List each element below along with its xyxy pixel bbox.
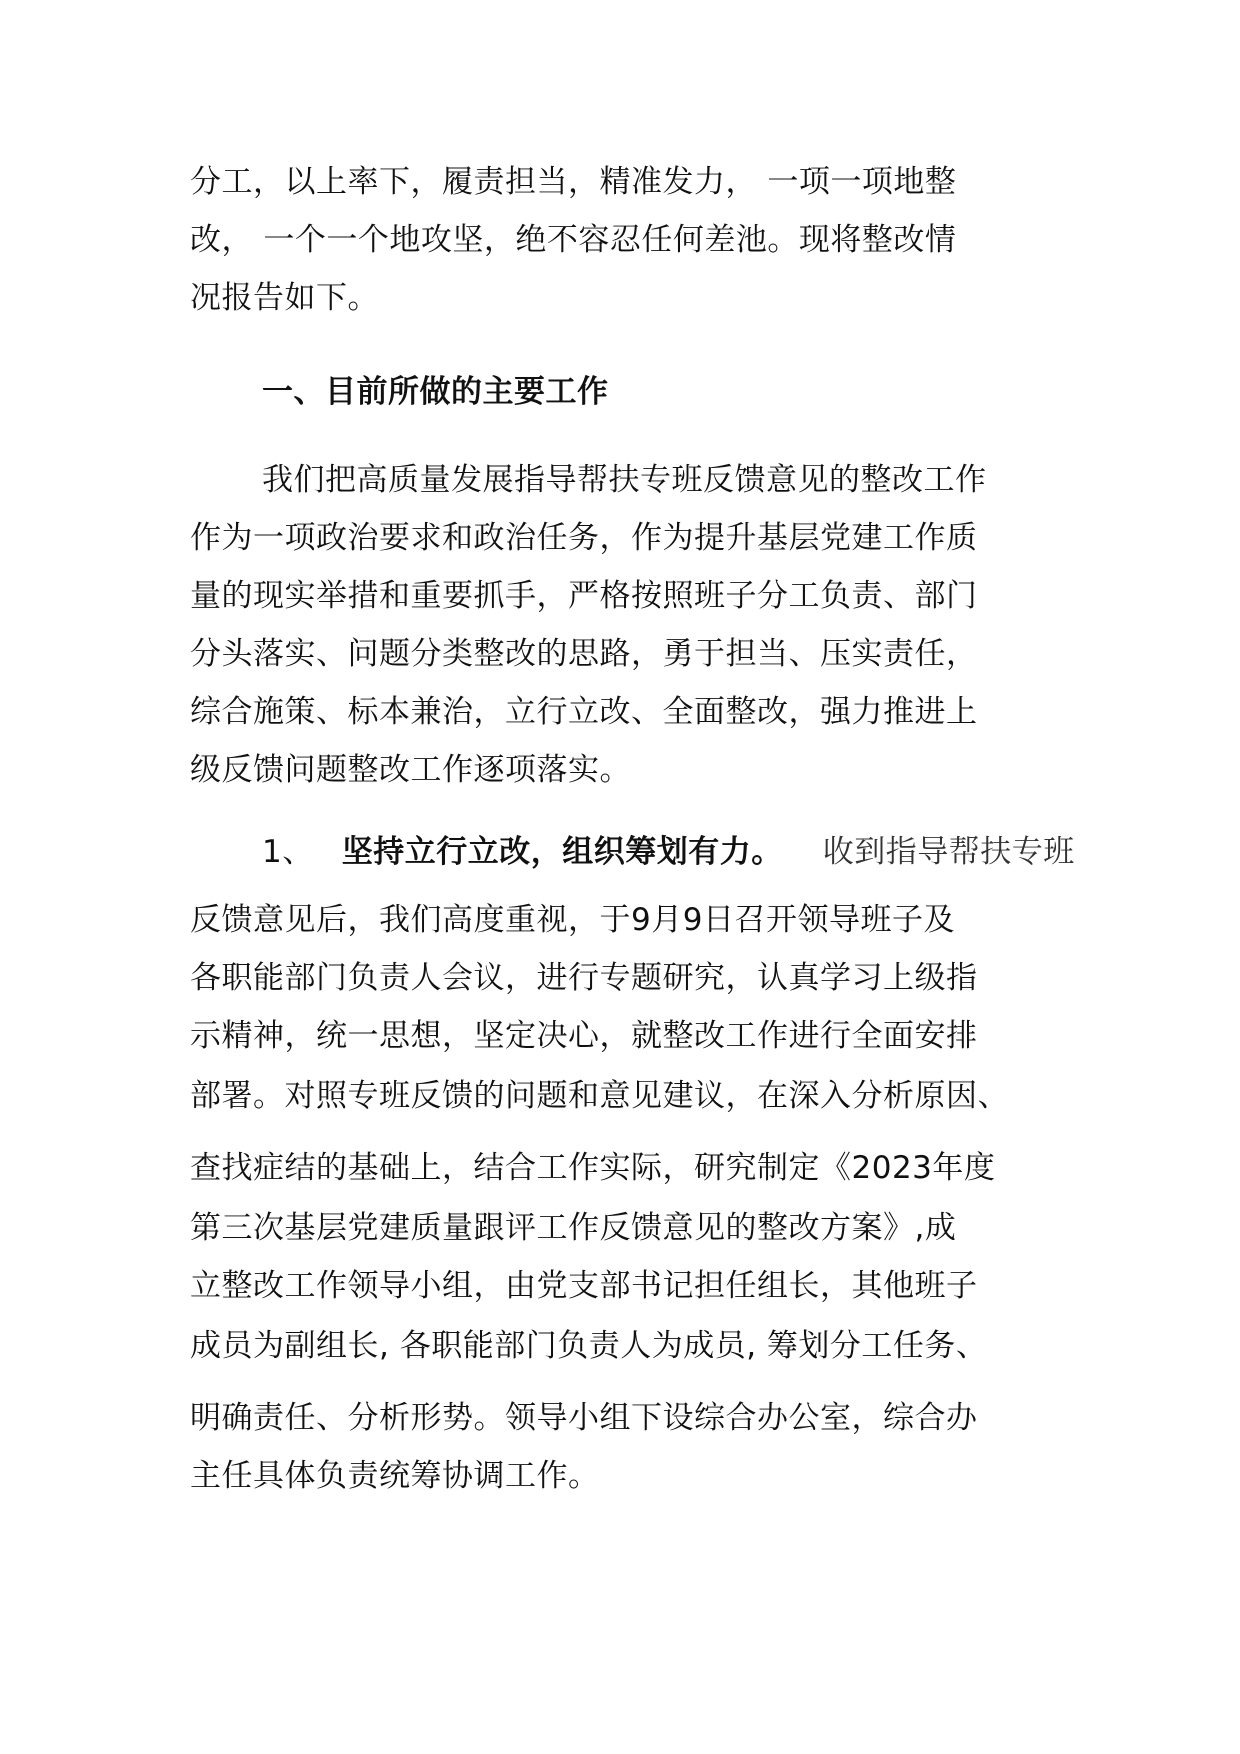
section-para-line-2: 作为一项政治要求和政治任务，作为提升基层党建工作质 xyxy=(190,520,978,556)
section-para-line-6: 级反馈问题整改工作逐项落实。 xyxy=(190,752,631,788)
intro-line-3: 况报告如下。 xyxy=(190,280,379,316)
section-heading: 一、目前所做的主要工作 xyxy=(262,374,609,410)
item1-line-1: 反馈意见后，我们高度重视，于9月9日召开领导班子及 xyxy=(190,902,955,938)
item1-first-line xyxy=(262,832,1075,872)
intro-line-1: 分工，以上率下，履责担当，精准发力， 一项一项地整 xyxy=(190,164,957,200)
item1-line-4: 部署。对照专班反馈的问题和意见建议，在深入分析原因、 xyxy=(190,1078,1009,1114)
item1-title: 坚持立行立改，组织筹划有力。 xyxy=(341,834,783,870)
section-para-line-4: 分头落实、问题分类整改的思路，勇于担当、压实责任， xyxy=(190,636,978,672)
item1-line-8: 成员为副组长, 各职能部门负责人为成员, 筹划分工任务、 xyxy=(190,1328,988,1364)
intro-line-2: 改， 一个一个地攻坚，绝不容忍任何差池。现将整改情 xyxy=(190,222,957,258)
item1-line-5: 查找症结的基础上，结合工作实际，研究制定《2023年度 xyxy=(190,1150,996,1186)
section-para-line-1: 我们把高质量发展指导帮扶专班反馈意见的整改工作 xyxy=(262,462,987,498)
item1-line-6: 第三次基层党建质量跟评工作反馈意见的整改方案》,成 xyxy=(190,1210,957,1246)
item1-line-9: 明确责任、分析形势。领导小组下设综合办公室，综合办 xyxy=(190,1400,978,1436)
item1-line-10: 主任具体负责统筹协调工作。 xyxy=(190,1458,600,1494)
item1-number: 1、 xyxy=(262,834,314,870)
section-para-line-5: 综合施策、标本兼治，立行立改、全面整改，强力推进上 xyxy=(190,694,978,730)
item1-line-7: 立整改工作领导小组，由党支部书记担任组长，其他班子 xyxy=(190,1268,978,1304)
item1-lead: 收到指导帮扶专班 xyxy=(822,834,1075,870)
item1-line-2: 各职能部门负责人会议，进行专题研究，认真学习上级指 xyxy=(190,960,978,996)
item1-line-3: 示精神，统一思想，坚定决心，就整改工作进行全面安排 xyxy=(190,1018,978,1054)
section-para-line-3: 量的现实举措和重要抓手，严格按照班子分工负责、部门 xyxy=(190,578,978,614)
